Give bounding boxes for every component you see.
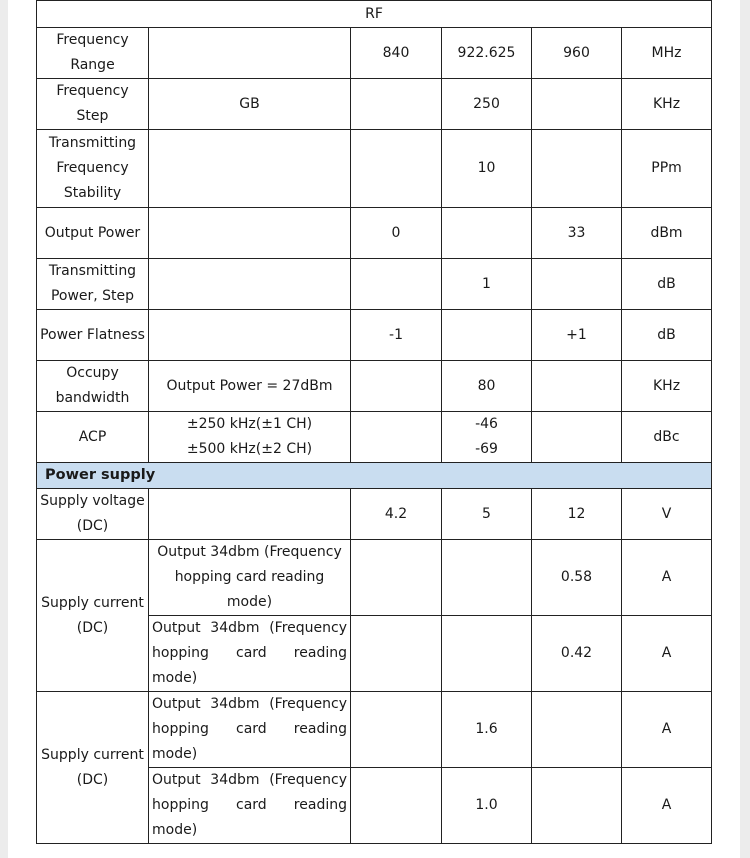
rf-section-title: RF bbox=[37, 1, 712, 28]
max-cell bbox=[532, 768, 622, 844]
typ-cell: 1 bbox=[442, 259, 532, 310]
typ-cell: 1.0 bbox=[442, 768, 532, 844]
typ-cell: 922.625 bbox=[442, 28, 532, 79]
param-cell: Transmitting Power, Step bbox=[37, 259, 149, 310]
typ-cell: 250 bbox=[442, 79, 532, 130]
unit-cell: KHz bbox=[622, 79, 712, 130]
min-cell bbox=[351, 692, 442, 768]
min-cell bbox=[351, 79, 442, 130]
table-row bbox=[37, 130, 712, 208]
max-cell: +1 bbox=[532, 310, 622, 361]
max-cell bbox=[532, 130, 622, 208]
table-row bbox=[37, 489, 712, 540]
spec-table bbox=[36, 0, 712, 844]
unit-cell: dBc bbox=[622, 412, 712, 463]
max-cell: 12 bbox=[532, 489, 622, 540]
typ-cell: 80 bbox=[442, 361, 532, 412]
param-cell: Power Flatness bbox=[37, 310, 149, 361]
acp-row bbox=[37, 412, 712, 463]
rf-header-row bbox=[37, 1, 712, 28]
unit-cell: MHz bbox=[622, 28, 712, 79]
condition-cell: Output 34dbm (Frequency hopping card reading mode) bbox=[149, 616, 351, 692]
param-cell: Transmitting Frequency Stability bbox=[37, 130, 149, 208]
acp-typ-1: -46 bbox=[475, 416, 498, 432]
unit-cell: KHz bbox=[622, 361, 712, 412]
condition-cell bbox=[149, 28, 351, 79]
condition-cell bbox=[149, 130, 351, 208]
unit-cell: PPm bbox=[622, 130, 712, 208]
max-cell bbox=[532, 412, 622, 463]
min-cell bbox=[351, 130, 442, 208]
unit-cell: V bbox=[622, 489, 712, 540]
unit-cell: A bbox=[622, 692, 712, 768]
min-cell bbox=[351, 361, 442, 412]
param-cell: Supply voltage (DC) bbox=[37, 489, 149, 540]
min-cell bbox=[351, 540, 442, 616]
page-margin-right bbox=[740, 0, 750, 858]
max-cell: 0.58 bbox=[532, 540, 622, 616]
condition-cell bbox=[149, 208, 351, 259]
condition-cell bbox=[149, 489, 351, 540]
unit-cell: A bbox=[622, 768, 712, 844]
typ-cell bbox=[442, 616, 532, 692]
table-row bbox=[37, 208, 712, 259]
condition-cell: Output 34dbm (Frequency hopping card reading mode) bbox=[149, 692, 351, 768]
power-supply-header-row bbox=[37, 463, 712, 489]
typ-cell: 10 bbox=[442, 130, 532, 208]
typ-cell: 1.6 bbox=[442, 692, 532, 768]
condition-cell bbox=[149, 259, 351, 310]
min-cell: -1 bbox=[351, 310, 442, 361]
table-row bbox=[37, 79, 712, 130]
param-cell: ACP bbox=[37, 412, 149, 463]
min-cell bbox=[351, 259, 442, 310]
page-margin-left bbox=[0, 0, 8, 858]
unit-cell: dB bbox=[622, 310, 712, 361]
max-cell: 960 bbox=[532, 28, 622, 79]
condition-cell bbox=[149, 412, 351, 463]
param-cell: Occupy bandwidth bbox=[37, 361, 149, 412]
max-cell: 33 bbox=[532, 208, 622, 259]
condition-cell: Output Power = 27dBm bbox=[149, 361, 351, 412]
max-cell: 0.42 bbox=[532, 616, 622, 692]
acp-typ-2: -69 bbox=[475, 441, 498, 457]
min-cell bbox=[351, 412, 442, 463]
table-row bbox=[37, 692, 712, 768]
typ-cell bbox=[442, 310, 532, 361]
min-cell bbox=[351, 616, 442, 692]
min-cell: 4.2 bbox=[351, 489, 442, 540]
max-cell bbox=[532, 79, 622, 130]
condition-cell: Output 34dbm (Frequency hopping card reading mode) bbox=[149, 768, 351, 844]
param-cell: Supply current (DC) bbox=[37, 692, 149, 844]
unit-cell: dBm bbox=[622, 208, 712, 259]
unit-cell: A bbox=[622, 540, 712, 616]
min-cell: 840 bbox=[351, 28, 442, 79]
power-supply-section-title: Power supply bbox=[37, 463, 712, 489]
max-cell bbox=[532, 259, 622, 310]
typ-cell bbox=[442, 208, 532, 259]
unit-cell: A bbox=[622, 616, 712, 692]
acp-condition-1: ±250 kHz(±1 CH) bbox=[186, 416, 313, 432]
typ-cell bbox=[442, 412, 532, 463]
table-row bbox=[37, 361, 712, 412]
max-cell bbox=[532, 692, 622, 768]
max-cell bbox=[532, 361, 622, 412]
table-row bbox=[37, 28, 712, 79]
condition-cell bbox=[149, 310, 351, 361]
param-cell: Supply current (DC) bbox=[37, 540, 149, 692]
acp-condition-2: ±500 kHz(±2 CH) bbox=[186, 441, 313, 457]
table-row bbox=[37, 310, 712, 361]
param-cell: Frequency Range bbox=[37, 28, 149, 79]
typ-cell bbox=[442, 540, 532, 616]
min-cell: 0 bbox=[351, 208, 442, 259]
min-cell bbox=[351, 768, 442, 844]
condition-cell: GB bbox=[149, 79, 351, 130]
unit-cell: dB bbox=[622, 259, 712, 310]
param-cell: Output Power bbox=[37, 208, 149, 259]
condition-cell: Output 34dbm (Frequency hopping card reading mode) bbox=[149, 540, 351, 616]
typ-cell: 5 bbox=[442, 489, 532, 540]
table-row bbox=[37, 540, 712, 616]
table-row bbox=[37, 259, 712, 310]
param-cell: Frequency Step bbox=[37, 79, 149, 130]
